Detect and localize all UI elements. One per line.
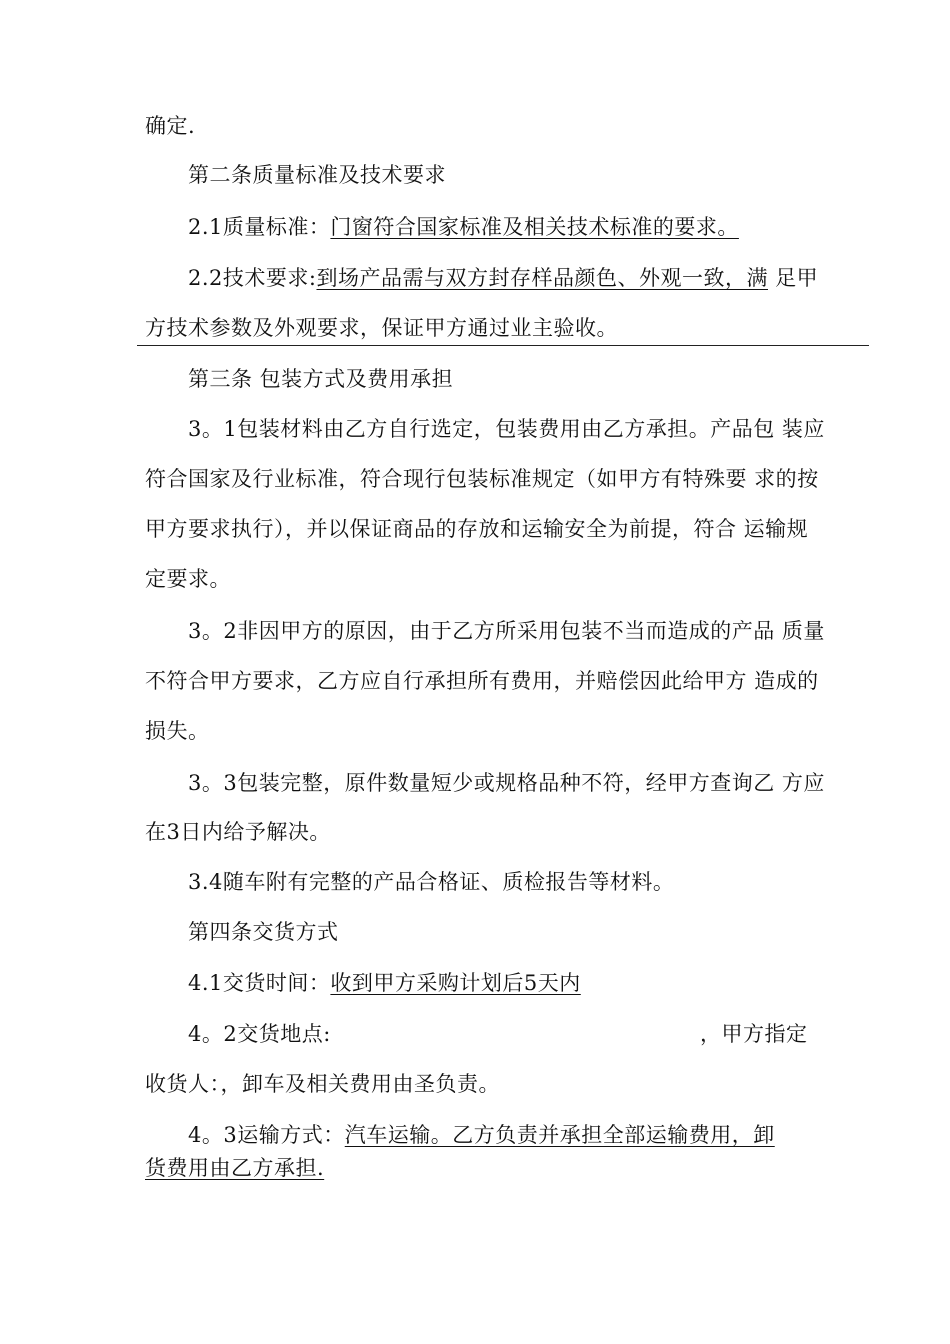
section-3-heading: 第三条 包装方式及费用承担 xyxy=(188,367,454,391)
continuation-line: 确定. xyxy=(145,114,196,138)
section-4-heading: 第四条交货方式 xyxy=(188,920,339,944)
clause-2-1 xyxy=(188,212,739,242)
clause-4-3-label: 4。3运输方式： xyxy=(188,1123,345,1147)
clause-4-1-label: 4.1交货时间： xyxy=(188,971,331,995)
clause-2-2 xyxy=(188,263,818,293)
clause-3-1-line-3: 甲方要求执行），并以保证商品的存放和运输安全为前提，符合 运输规 xyxy=(145,517,809,541)
clause-4-2-label: 4。2交货地点: xyxy=(188,1022,331,1046)
clause-4-3-value: 汽车运输。乙方负责并承担全部运输费用，卸 xyxy=(344,1123,775,1147)
clause-3-2-line-3: 损失。 xyxy=(145,719,210,743)
clause-2-2-continuation: 方技术参数及外观要求，保证甲方通过业主验收。 xyxy=(145,316,618,340)
clause-3-1-line-4: 定要求。 xyxy=(145,567,231,591)
clause-4-1-value: 收到甲方采购计划后5天内 xyxy=(330,971,581,995)
horizontal-divider xyxy=(137,345,869,346)
clause-4-1 xyxy=(188,968,581,998)
clause-4-2-tail: ，甲方指定 xyxy=(700,1022,808,1046)
clause-4-3-continuation xyxy=(145,1153,324,1183)
clause-4-3 xyxy=(188,1120,775,1150)
clause-2-1-label: 2.1质量标准： xyxy=(188,215,331,239)
clause-4-2-continuation: 收货人：，卸车及相关费用由圣负责。 xyxy=(145,1072,500,1096)
clause-3-4: 3.4随车附有完整的产品合格证、质检报告等材料。 xyxy=(188,870,675,894)
clause-3-3-line-2: 在3日内给予解决。 xyxy=(145,820,331,844)
clause-3-1-line-2: 符合国家及行业标准，符合现行包装标准规定（如甲方有特殊要 求的按 xyxy=(145,467,819,491)
clause-2-1-value: 门窗符合国家标准及相关技术标准的要求。 xyxy=(330,215,739,239)
clause-4-3-continuation-text: 货费用由乙方承担. xyxy=(145,1156,325,1180)
clause-3-2-line-2: 不符合甲方要求，乙方应自行承担所有费用，并赔偿因此给甲方 造成的 xyxy=(145,669,819,693)
clause-2-2-value: 到场产品需与双方封存样品颜色、外观一致，满 xyxy=(316,266,768,290)
section-2-heading: 第二条质量标准及技术要求 xyxy=(188,163,446,187)
clause-3-2-line-1: 3。2非因甲方的原因，由于乙方所采用包装不当而造成的产品 质量 xyxy=(188,619,825,643)
clause-3-1-line-1: 3。1包装材料由乙方自行选定，包装费用由乙方承担。产品包 装应 xyxy=(188,417,825,441)
clause-2-2-label: 2.2技术要求: xyxy=(188,266,317,290)
clause-2-2-tail: 足甲 xyxy=(767,266,819,290)
clause-3-3-line-1: 3。3包装完整，原件数量短少或规格品种不符，经甲方查询乙 方应 xyxy=(188,771,825,795)
